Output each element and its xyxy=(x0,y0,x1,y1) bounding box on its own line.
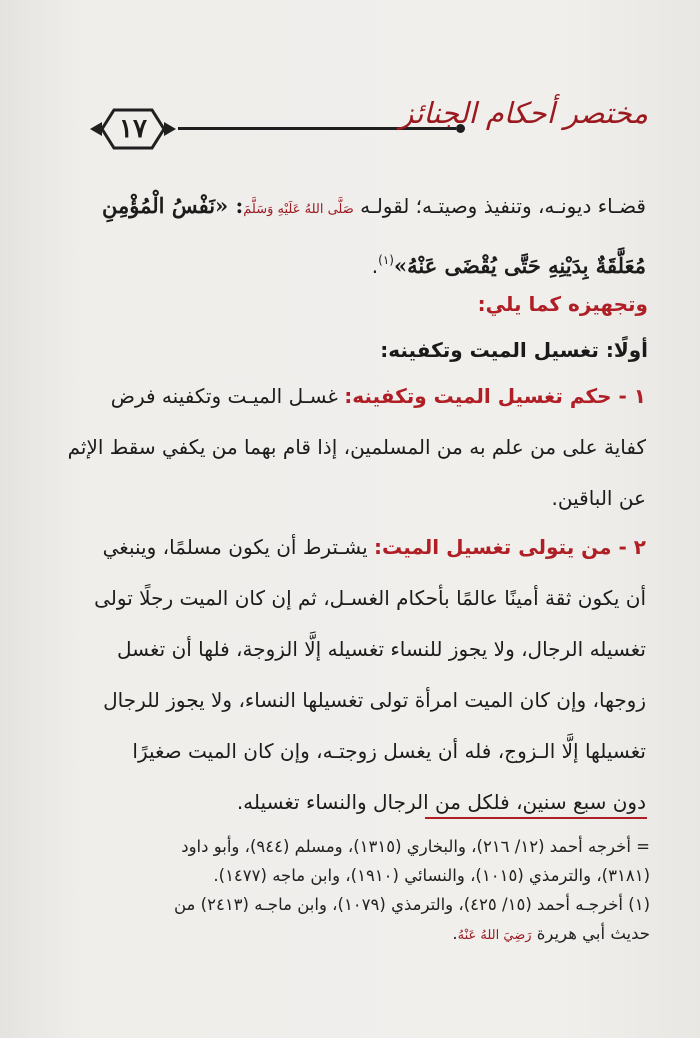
intro-paragraph xyxy=(52,180,646,292)
item-1-line: عن الباقين. xyxy=(551,486,646,510)
item-1-label: ١ - حكم تغسيل الميت وتكفينه: xyxy=(344,384,646,408)
footnote-line: (١) أخرجـه أحمد (١٥/ ٤٢٥)، والترمذي (١٠٧٩)، وابن ماجـه (٢٤١٣) من xyxy=(174,895,650,914)
item-1-text: غسـل الميـت وتكفينه فرض xyxy=(110,384,345,408)
item-2-line: دون سبع سنين، فلكل من الرجال والنساء تغسيله. xyxy=(236,790,646,814)
hadith-start: : «نَفْسُ الْمُؤْمِنِ xyxy=(102,193,244,218)
page-number-badge xyxy=(88,104,178,154)
item-1-paragraph xyxy=(52,371,646,524)
intro-line-2 xyxy=(52,235,646,292)
item-2-line: زوجها، وإن كان الميت امرأة تولى تغسيلها النساء، ولا يجوز للرجال xyxy=(103,688,646,712)
hadith-end: مُعَلَّقَةٌ بِدَيْنِهِ حَتَّى يُقْضَى عَنْهُ» xyxy=(393,253,646,278)
intro-line-1 xyxy=(52,180,646,235)
footnote-end: . xyxy=(452,924,458,943)
footnote-text: حديث أبي هريرة xyxy=(531,924,650,943)
item-2-paragraph xyxy=(52,522,646,828)
item-2-line xyxy=(52,522,646,573)
footnote-divider xyxy=(425,817,647,819)
page-number: ١٧ xyxy=(119,114,147,144)
item-2-text: يشـترط أن يكون مسلمًا، وينبغي xyxy=(102,535,375,559)
footnote-line: (٣١٨١)، والترمذي (١٠١٥)، والنسائي (١٩١٠)، وابن ماجه (١٤٧٧). xyxy=(213,866,650,885)
book-title: مختصر أحكام الجنائز xyxy=(399,96,648,130)
intro-end: . xyxy=(371,254,379,278)
item-2-line: أن يكون ثقة أمينًا عالمًا بأحكام الغسـل، ثم إن كان الميت رجلًا تولى xyxy=(94,586,646,610)
honorific-text: صَلَّى اللهُ عَلَيْهِ وَسَلَّمَ xyxy=(243,202,354,217)
footnote-honorific: رَضِيَ اللهُ عَنْهُ xyxy=(457,928,532,943)
footnotes xyxy=(52,832,650,950)
section-intro: وتجهيزه كما يلي: xyxy=(477,292,648,316)
item-2-line: تغسيلها إلَّا الـزوج، فله أن يغسل زوجتـه، وإن كان الميت صغيرًا xyxy=(132,739,646,763)
intro-text: قضـاء ديونـه، وتنفيذ وصيتـه؛ لقولـه xyxy=(353,194,646,218)
footnote-line: = أخرجه أحمد (١٢/ ٢١٦)، والبخاري (١٣١٥)، ومسلم (٩٤٤)، وأبو داود xyxy=(181,837,650,856)
item-2-label: ٢ - من يتولى تغسيل الميت: xyxy=(374,535,646,559)
footnote-ref: (١) xyxy=(378,253,394,267)
item-1-line: كفاية على من علم به من المسلمين، إذا قام بهما من يكفي سقط الإثم xyxy=(67,435,646,459)
item-1-line xyxy=(52,371,646,422)
item-2-line: تغسيله الرجال، ولا يجوز للنساء تغسيله إلَّا الزوجة، فلها أن تغسل xyxy=(117,637,646,661)
section-title: أولًا: تغسيل الميت وتكفينه: xyxy=(380,338,648,362)
footnote-line xyxy=(52,919,650,950)
